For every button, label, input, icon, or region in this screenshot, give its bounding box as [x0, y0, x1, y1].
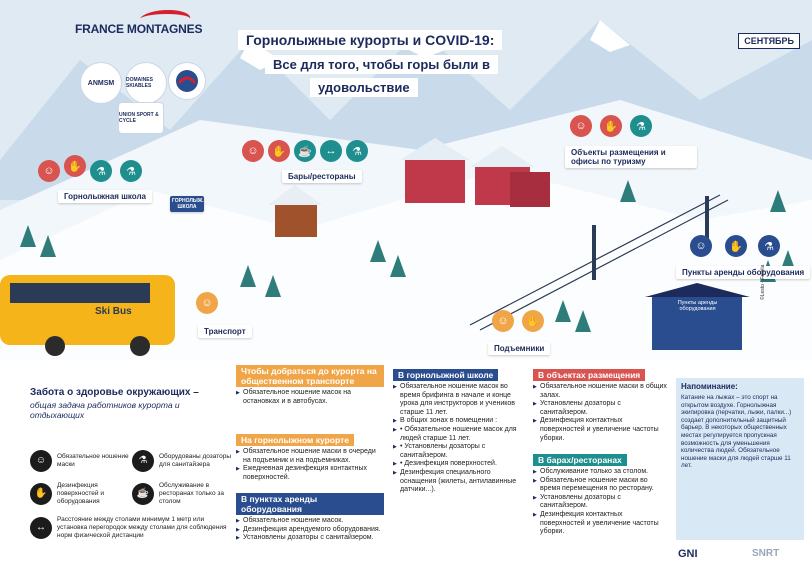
table-service-icon: ☕	[294, 140, 316, 162]
health-subtitle: общая задача работников курорта и отдыхающих	[30, 400, 180, 420]
bullet: ▶ • Обязательное ношение масок для людей старше 11 лет.	[393, 426, 525, 443]
section-title: В пунктах аренды оборудования	[236, 493, 384, 515]
section-lodging	[533, 365, 669, 443]
tree	[370, 240, 386, 262]
bullet: ▶ Дезинфекция контактных поверхностей и увеличение частоты уборки.	[533, 511, 669, 537]
tree	[265, 275, 281, 297]
bullet: ▶ Обязательное ношение масок.	[236, 517, 384, 526]
disinfection-icon: ✋	[268, 140, 290, 162]
label-transport: Транспорт	[198, 325, 252, 338]
bus-label: Ski Bus	[95, 306, 132, 317]
reminder-title: Напоминание:	[681, 382, 738, 391]
legend-item: ☺ Обязательное ношение маски	[30, 450, 130, 472]
disinfection-icon: ✋	[522, 310, 544, 332]
bullet: ▶ Установлены дозаторы с санитайзером.	[533, 400, 669, 417]
section-school	[393, 365, 525, 495]
reminder-text: Катание на лыжах – это спорт на открытом воздухе. Горнолыжная экипировка (перчатки, лыжи, палки...) создает дополнительный защитный барьер. В некоторых общественных местах регулируется пропускная возможность для уменьшения количества людей. Обязательное ношение маски для людей старше 11 лет.	[681, 394, 792, 470]
label-lifts: Подъемники	[488, 342, 550, 355]
domaines-skiables-logo: DOMAINES SKIABLES	[125, 62, 167, 104]
ski-school-sign: ГОРНОЛЫЖ. ШКОЛА	[172, 198, 204, 210]
section-resort	[236, 430, 384, 482]
bullet: ▶ Обязательное ношение маски во время перемещения по ресторану.	[533, 477, 669, 494]
label-rental: Пункты аренды оборудования	[676, 266, 810, 279]
rental-sign: Пункты аренды оборудования	[677, 300, 718, 312]
section-title: На горнолыжном курорте	[236, 434, 354, 446]
section-title: В барах/ресторанах	[533, 454, 627, 466]
brand-logo: FRANCE MONTAGNES	[75, 22, 203, 36]
tree	[555, 300, 571, 322]
title-line-2: Все для того, чтобы горы были в	[265, 55, 498, 74]
month-badge: СЕНТЯБРЬ	[738, 33, 800, 49]
tree	[770, 190, 786, 212]
tree	[240, 265, 256, 287]
legend-item: ↔ Расстояние между столами минимум 1 метр или установка перегородок между столами для соблюдения норм физической дистанции	[30, 516, 230, 540]
bullet: ▶ Обязательное ношение масок во время брифинга в начале и конце урока для инструкторов и учеников старше 11 лет.	[393, 383, 525, 417]
distance-icon: ↔	[30, 517, 52, 539]
bullet: ▶ Дезинфекция специального оснащения (жилеты, антилавинные датчики...).	[393, 469, 525, 495]
mask-icon: ☺	[492, 310, 514, 332]
mask-icon: ☺	[196, 292, 218, 314]
bullet: ▶ Установлены дозаторы с санитайзером.	[236, 534, 384, 543]
gni-logo: GNI	[678, 548, 698, 560]
bullet: ▶ Установлены дозаторы с санитайзером.	[533, 494, 669, 511]
mask-icon: ☺	[242, 140, 264, 162]
bullet: ▶ Обслуживание только за столом.	[533, 468, 669, 477]
sanitizer-icon: ⚗	[758, 235, 780, 257]
bullet: ▶ Обязательное ношение масок на остановках и в автобусах.	[236, 389, 384, 406]
tree	[40, 235, 56, 257]
bullet: ▶ Обязательное ношение маски в очереди на подъемник и на подъемниках.	[236, 448, 384, 465]
mask-icon: ☺	[570, 115, 592, 137]
info-panel	[0, 360, 812, 574]
bullet: ▶ • Дезинфекция поверхностей.	[393, 460, 525, 469]
sanitizer-icon: ⚗	[132, 450, 154, 472]
sanitizer-icon: ⚗	[630, 115, 652, 137]
snrt-logo: SNRT	[752, 548, 780, 559]
label-lodging: Объекты размещения и офисы по туризму	[565, 146, 697, 168]
section-title: Чтобы добраться до курорта на общественном транспорте	[236, 365, 384, 387]
disinfection-icon: ✋	[725, 235, 747, 257]
bullet: ▶ Дезинфекция контактных поверхностей и увеличение частоты уборки.	[533, 417, 669, 443]
photo-credit: ©Lesto - Fotolia	[760, 264, 766, 300]
union-sport-cycle-logo: UNION SPORT & CYCLE	[118, 102, 164, 134]
title-line-1: Горнолыжные курорты и COVID-19:	[238, 30, 502, 50]
mask-icon: ☺	[30, 450, 52, 472]
tree	[20, 225, 36, 247]
mask-icon: ☺	[38, 160, 60, 182]
tree	[575, 310, 591, 332]
disinfection-icon: ✋	[64, 155, 86, 177]
bullet: ▶ Обязательное ношение маски в общих залах.	[533, 383, 669, 400]
disinfection-icon: ✋	[30, 483, 52, 505]
mask-icon: ☺	[690, 235, 712, 257]
bullet: ▶ В общих зонах в помещении :	[393, 417, 525, 426]
legend-item: ✋ Дезинфекция поверхностей и оборудования	[30, 482, 130, 506]
sanitizer-icon: ⚗	[346, 140, 368, 162]
disinfection-icon: ✋	[600, 115, 622, 137]
title-line-3: удовольствие	[310, 78, 418, 97]
section-bars	[533, 450, 669, 537]
sanitizer-icon: ⚗	[90, 160, 112, 182]
distance-icon: ↔	[320, 140, 342, 162]
tree	[620, 180, 636, 202]
label-ski-school: Горнолыжная школа	[58, 190, 152, 203]
section-title: В горнолыжной школе	[393, 369, 498, 381]
bullet: ▶ • Установлены дозаторы с санитайзером.	[393, 443, 525, 460]
label-bars: Бары/рестораны	[282, 170, 362, 183]
section-title: В объектах размещения	[533, 369, 645, 381]
sanitizer-icon: ⚗	[120, 160, 142, 182]
section-rental	[236, 493, 384, 543]
ski-federation-logo	[168, 62, 206, 100]
bullet: ▶ Дезинфекция арендуемого оборудования.	[236, 526, 384, 535]
section-transport	[236, 365, 384, 406]
legend-item: ⚗ Оборудованы дозаторы для санитайзера	[132, 450, 232, 472]
table-service-icon: ☕	[132, 483, 154, 505]
legend-item: ☕ Обслуживание в ресторанах только за столом	[132, 482, 232, 506]
tree	[390, 255, 406, 277]
bullet: ▶ Ежедневная дезинфекция контактных поверхностей.	[236, 465, 384, 482]
reminder-box	[676, 378, 804, 540]
anmsm-logo: ANMSM	[80, 62, 122, 104]
health-title: Забота о здоровье окружающих –	[30, 387, 199, 398]
